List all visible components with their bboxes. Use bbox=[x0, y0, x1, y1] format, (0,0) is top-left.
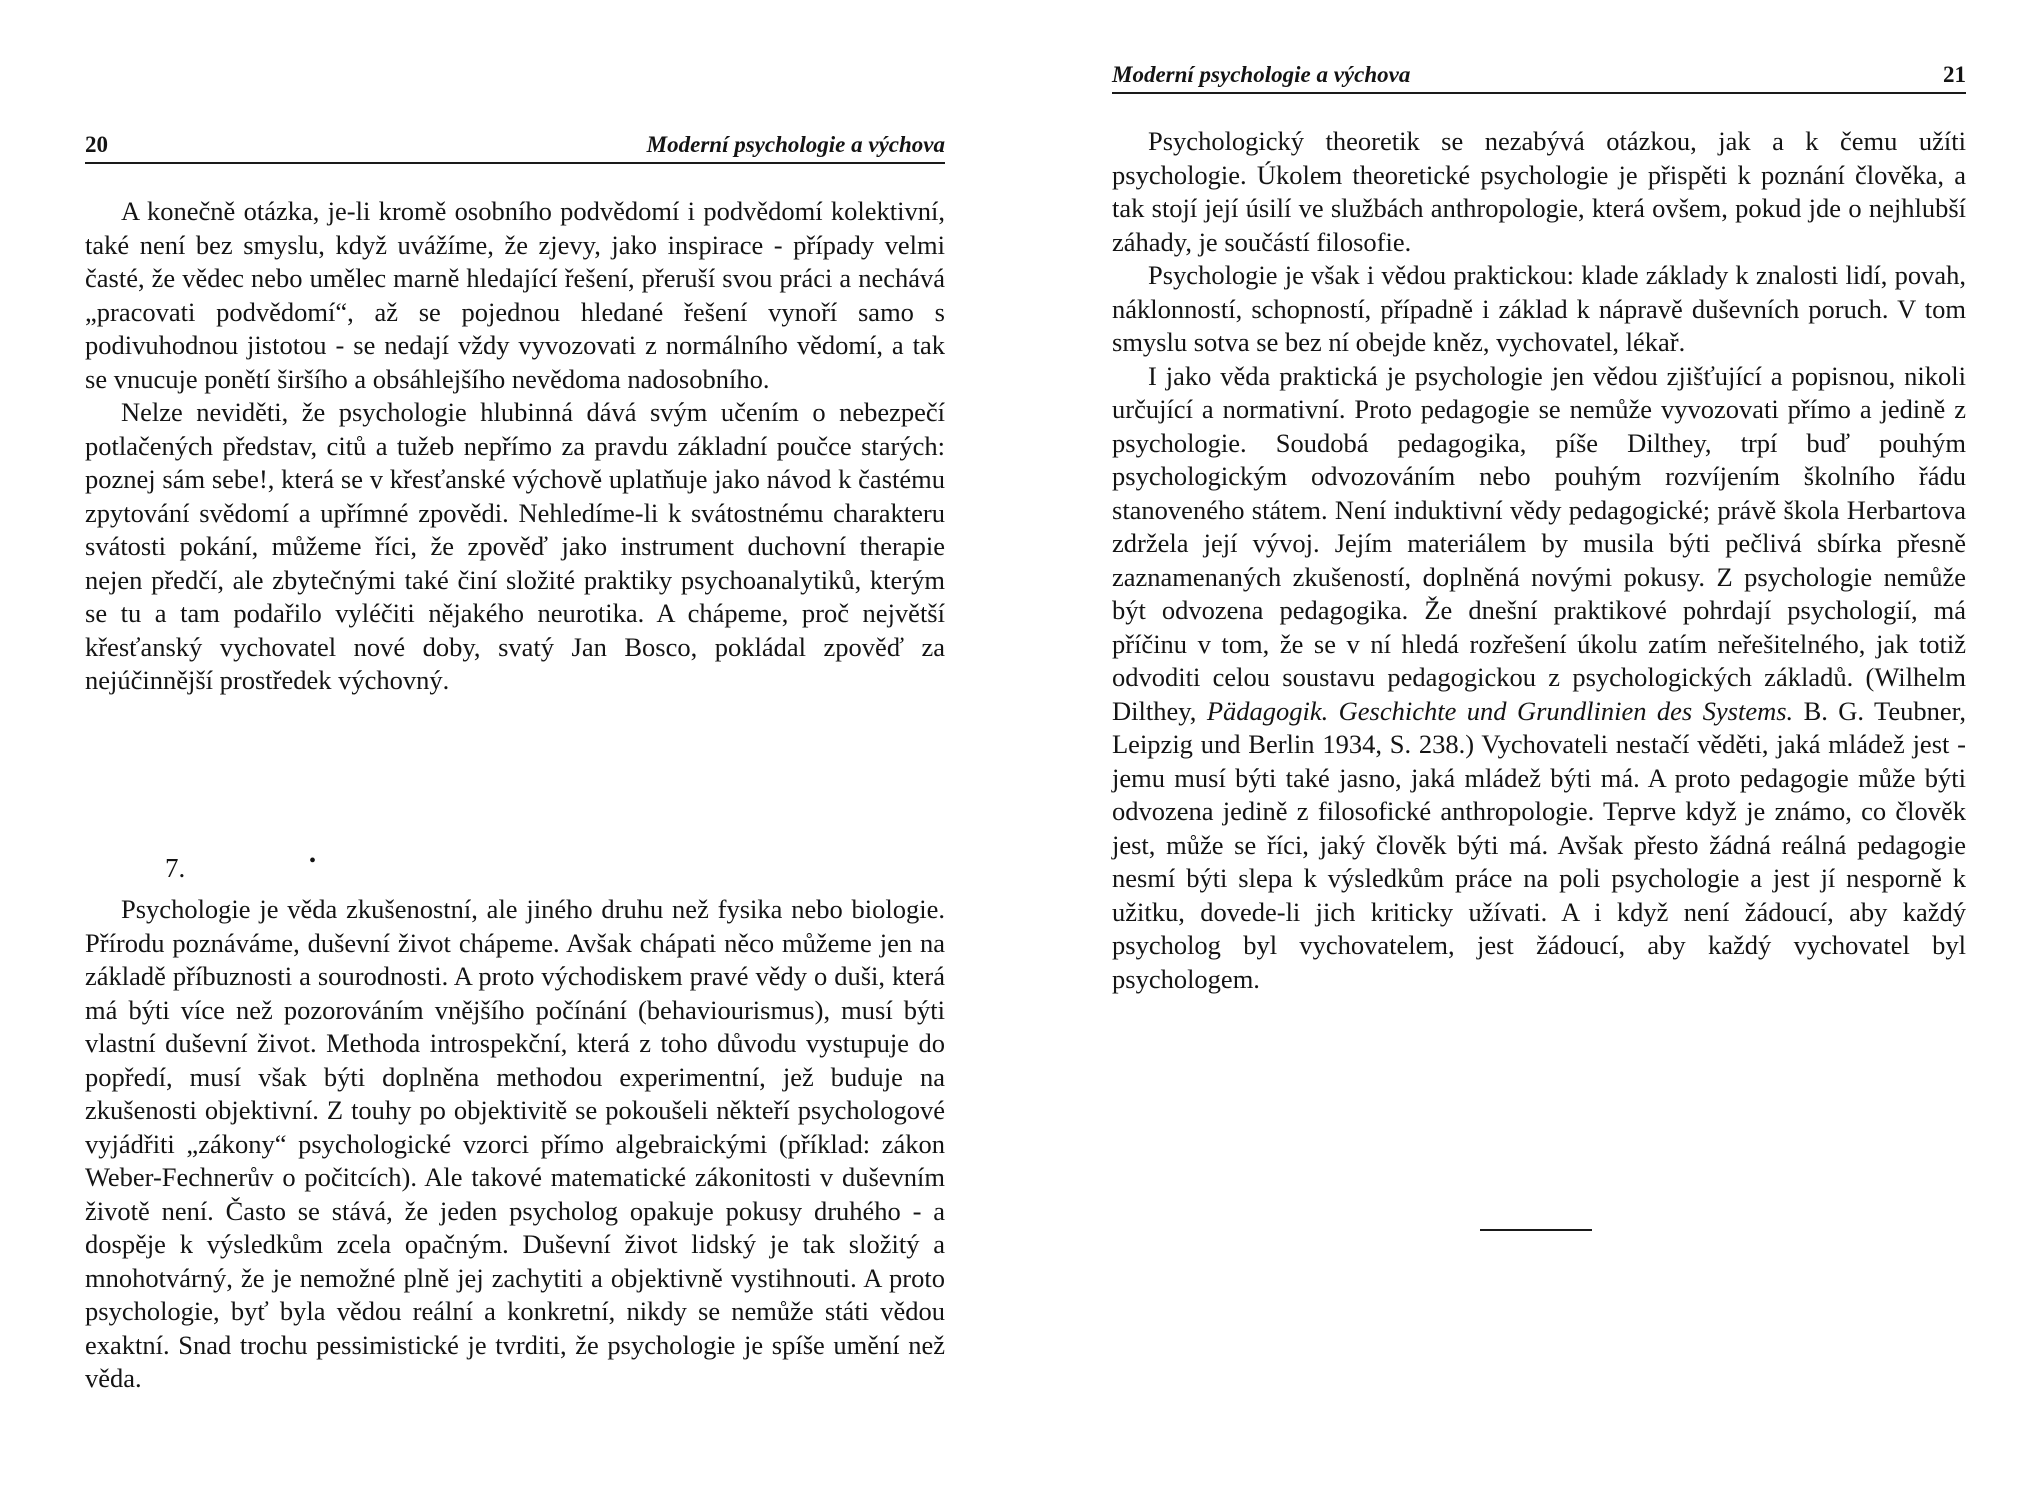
stray-dot: • bbox=[309, 850, 317, 872]
end-rule bbox=[1480, 1229, 1592, 1231]
left-page-header bbox=[85, 128, 945, 164]
paragraph: Psychologie je věda zkušenostní, ale jiného druhu než fysika nebo biologie. Přírodu poznáváme, duševní život chápeme. Avšak chápati něco můžeme jen na základě příbuznosti a sourodnosti. A proto východiskem pravé vědy o duši, která má býti více než pozorováním vnějšího počínání (behaviourismus), musí býti vlastní duševní život. Methoda introspekční, která z toho důvodu vystupuje do popředí, musí však býti doplněna methodou experimentní, jež buduje na zkušenosti objektivní. Z touhy po objektivitě se pokoušeli někteří psychologové vyjádřiti „zákony“ psychologické vzorci přímo algebraickými (příklad: zákon Weber-Fechnerův o počitcích). Ale takové matematické zákonitosti v duševním životě není. Často se stává, že jeden psycholog opakuje pokusy druhého - a dospěje k výsledkům zcela opačným. Duševní život lidský je tak složitý a mnohotvárný, že je nemožné plně jej zachytiti a objektivně vystihnouti. A proto psychologie, byť byla vědou reální a konkretní, nikdy se nemůže státi vědou exaktní. Snad trochu pessimistické je tvrditi, že psychologie je spíše umění než věda. bbox=[85, 894, 945, 1393]
paragraph: Psychologický theoretik se nezabývá otázkou, jak a k čemu užíti psychologie. Úkolem theoretické psychologie je přispěti k poznání člověka, a tak stojí její úsilí ve službách anthropologie, která ovšem, pokud jde o nejhlubší záhady, je součástí filosofie. bbox=[1112, 126, 1966, 257]
paragraph bbox=[1112, 360, 1966, 997]
italic-book-title: Pädagogik. Geschichte und Grundlinien des Systems. bbox=[1206, 695, 1794, 726]
paragraph: Psychologie je však i vědou praktickou: klade základy k znalosti lidí, povah, náklonností, schopností, případně i základ k nápravě duševních poruch. V tom smyslu sotva se bez ní obejde kněz, vychovatel, lékař. bbox=[1112, 260, 1966, 357]
paragraph: Nelze neviděti, že psychologie hlubinná dává svým učením o nebezpečí potlačených představ, citů a tužeb nepřímo za pravdu základní poučce starých: poznej sám sebe!, která se v křesťanské výchově uplatňuje jako návod k častému zpytování svědomí a upřímné zpovědi. Nehledíme-li k svátostnému charakteru svátosti pokání, můžeme říci, že zpověď jako instrument duchovní therapie nejen předčí, ale zbytečnými také činí složité praktiky psychoanalytiků, kterým se tu a tam podařilo vyléčiti nějakého neurotika. A chápeme, proč největší křesťanský vychovatel nové doby, svatý Jan Bosco, pokládal zpověď za nejúčinnější prostředek výchovný. bbox=[85, 397, 945, 695]
section-number: 7. bbox=[165, 853, 186, 883]
paragraph: A konečně otázka, je-li kromě osobního podvědomí i podvědomí kolektivní, také není bez smyslu, když uvážíme, že zjevy, jako inspirace - případy velmi časté, že vědec nebo umělec marně hledající řešení, přeruší svou práci a nechává „pracovati podvědomí“, až se pojednou hledané řešení vynoří samo s podivuhodnou jistotou - se nedají vždy vyvozovati z normálního vědomí, a tak se vnucuje ponětí širšího a obsáhlejšího nevědoma nadosobního. bbox=[85, 196, 945, 394]
right-body bbox=[1112, 125, 1966, 996]
paragraph-text: I jako věda praktická je psychologie jen vědou zjišťující a popisnou, nikoli určující a normativní. Proto pedagogie se nemůže vyvozovati přímo a jedině z psychologie. Soudobá pedagogika, píše Dilthey, trpí buď pouhým psychologickým odvozováním nebo pouhým rozvíjením školního řádu stanoveného státem. Není induktivní vědy pedagogické; právě škola Herbartova zdržela její vývoj. Jejím materiálem by musila býti pečlivá sbírka přesně zaznamenaných zkušeností, doplněná novými pokusy. Z psychologie nemůže být odvozena pedagogika. Že dnešní praktikové pohrdají psychologií, má příčinu v tom, že se v ní hledá rozřešení úkolu zatím neřešitelného, jak totiž odvoditi celou soustavu pedagogickou z psychologických základů. (Wilhelm Dilthey, bbox=[1112, 360, 1966, 726]
right-page-number: 21 bbox=[1943, 62, 1966, 87]
left-running-head: Moderní psychologie a výchova bbox=[646, 132, 945, 157]
left-body-top bbox=[85, 195, 945, 698]
right-running-head: Moderní psychologie a výchova bbox=[1112, 62, 1411, 87]
left-page-number: 20 bbox=[85, 132, 108, 157]
paragraph-text: B. G. Teubner, Leipzig und Berlin 1934, S. 238.) Vychovateli nestačí věděti, jaká mládež jest - jemu musí býti také jasno, jaká mládež býti má. A proto pedagogie může býti odvozena jedině z filosofické anthropologie. Teprve když je známo, co člověk jest, může se říci, jaký člověk býti má. Avšak přesto žádná reálná pedagogie nesmí býti slepa k výsledkům práce na poli psychologie a jest jí nesporně k užitku, dovede-li jich kriticky užívati. A i když není žádoucí, aby každý psycholog byl vychovatelem, jest žádoucí, aby každý vychovatel byl psychologem. bbox=[1112, 695, 1966, 994]
right-page-header bbox=[1112, 58, 1966, 94]
left-body-bottom bbox=[85, 893, 945, 1396]
